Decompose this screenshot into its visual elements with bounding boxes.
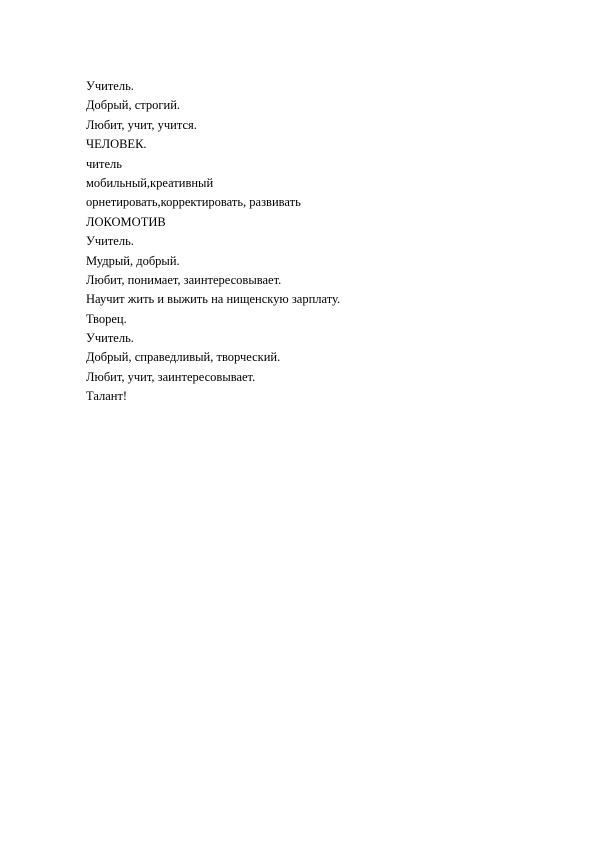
text-line: Творец.	[86, 311, 127, 326]
text-line: Учитель.	[86, 79, 134, 93]
poem-text-block	[86, 77, 546, 407]
text-line: Любит, понимает, заинтересовывает.	[86, 272, 282, 287]
text-line: Талант!	[86, 389, 128, 404]
text-line: Научит жить и выжить на нищенскую зарплату.	[86, 292, 341, 307]
text-line: Учитель.	[86, 234, 134, 249]
text-line: орнетировать,корректировать, развивать	[86, 195, 301, 210]
text-line: ЧЕЛОВЕК.	[86, 137, 147, 152]
text-line: Мудрый, добрый.	[86, 253, 180, 268]
text-line: Любит, учит, заинтересовывает.	[86, 369, 256, 384]
text-line: мобильный,креативный	[86, 175, 214, 190]
text-line: Добрый, справедливый, творческий.	[86, 350, 281, 365]
text-line: Учитель.	[86, 331, 134, 346]
text-line: ЛОКОМОТИВ	[86, 214, 166, 229]
text-line: читель	[86, 156, 122, 171]
text-line: Добрый, строгий.	[86, 98, 181, 113]
text-line: Любит, учит, учится.	[86, 117, 197, 132]
